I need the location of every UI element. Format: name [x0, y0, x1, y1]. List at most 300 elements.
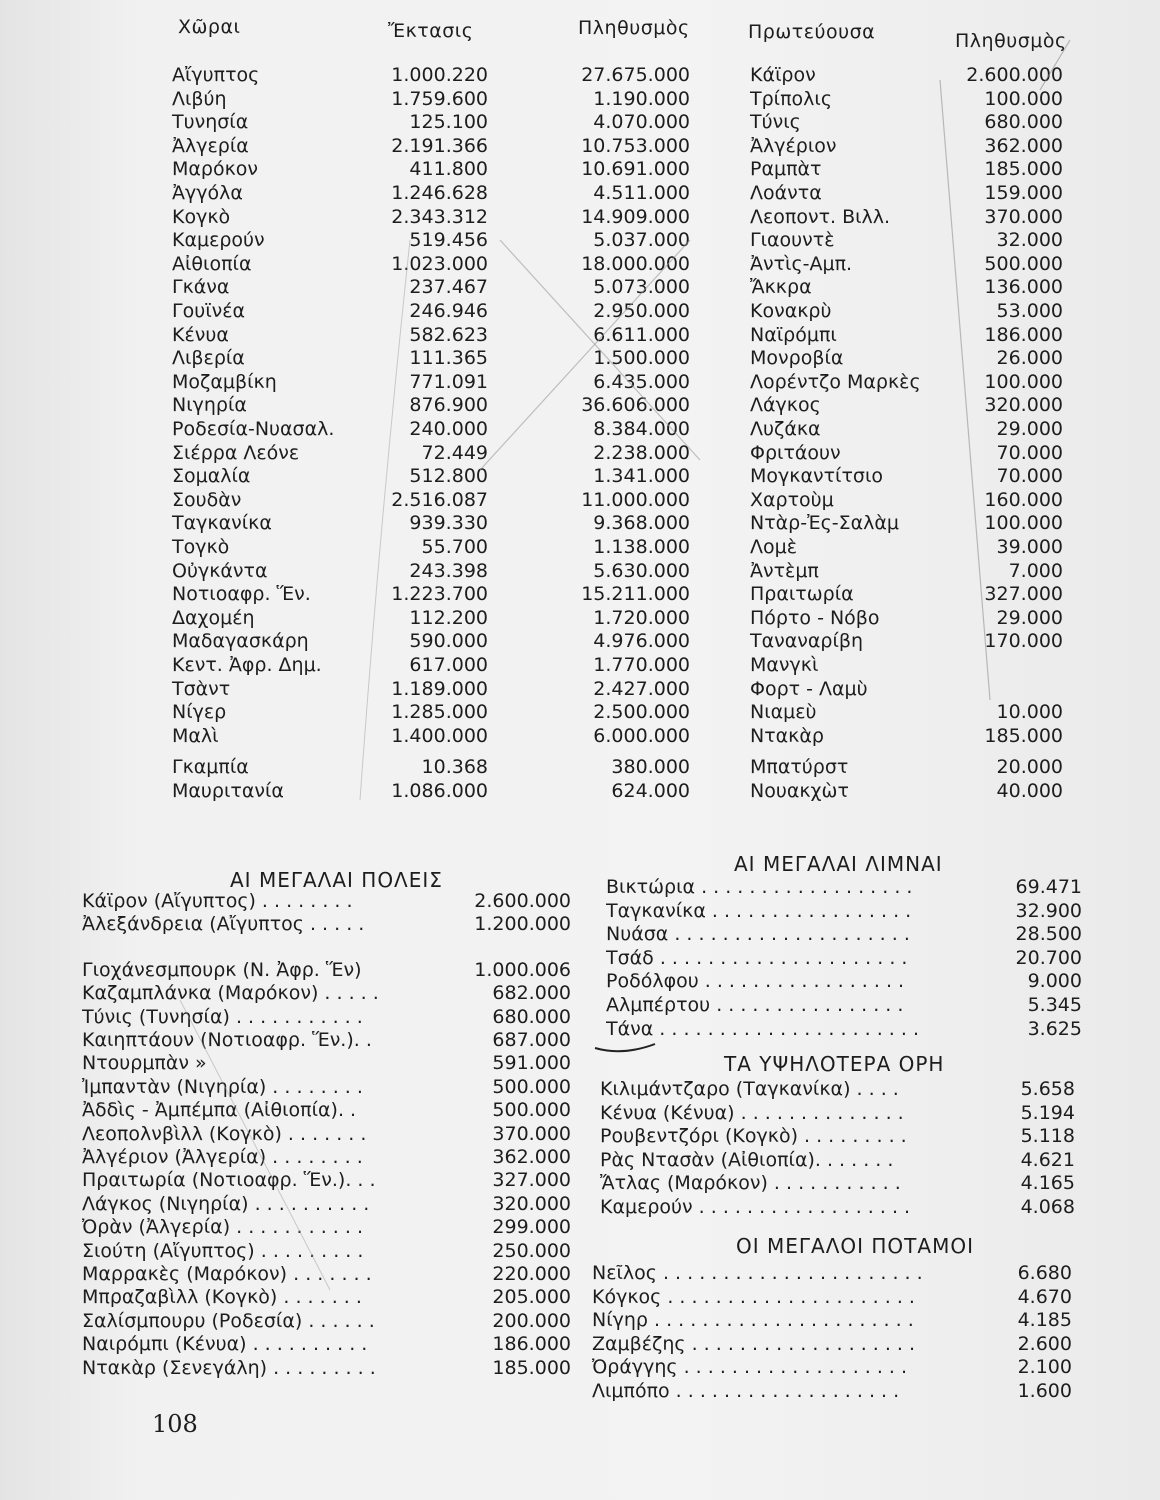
list-item-label: Κιλιμάντζαρο (Ταγκανίκα) . . . .	[600, 1078, 899, 1100]
cell-capital-population: 7.000	[1008, 559, 1063, 582]
list-item-value: 5.194	[1020, 1101, 1075, 1124]
list-item-label: Ἰμπαντὰν (Νιγηρία) . . . . . . . .	[82, 1075, 363, 1098]
header-capital: Πρωτεύουσα	[748, 21, 876, 43]
list-item	[82, 959, 571, 982]
cell-capital: Λορέντζο Μαρκὲς	[750, 370, 921, 393]
list-item-value: 4.068	[1020, 1196, 1075, 1218]
cell-country: Γκάνα	[172, 276, 230, 299]
table-row	[0, 324, 1160, 347]
table-row	[0, 206, 1160, 229]
table-row	[0, 678, 1160, 701]
cell-population: 2.238.000	[593, 441, 690, 464]
list-item-value: 32.900	[1015, 899, 1082, 922]
cell-capital-population: 70.000	[996, 441, 1063, 464]
cell-capital: Νουακχὼτ	[750, 780, 849, 802]
list-item-label: Κάϊρον (Αἴγυπτος) . . . . . . . .	[82, 890, 353, 912]
section-divider-stroke	[593, 1042, 657, 1056]
list-item-label: Λεοπολνβὶλλ (Κογκὸ) . . . . . . .	[82, 1122, 367, 1145]
table-row	[0, 607, 1160, 630]
cell-capital: Ναϊρόμπι	[750, 323, 837, 346]
list-item-label: Καιηπτάουν (Νοτιοαφρ. Ἕν.). .	[82, 1029, 372, 1051]
table-row	[0, 780, 1160, 803]
list-item	[82, 1286, 571, 1309]
list-item	[592, 1380, 1072, 1403]
table-row	[0, 630, 1160, 653]
list-item-value: 687.000	[492, 1029, 571, 1051]
table-row	[0, 111, 1160, 134]
table-row	[0, 64, 1160, 87]
cell-capital-population: 370.000	[984, 205, 1063, 228]
table-row	[0, 701, 1160, 724]
list-item-value: 2.600.000	[474, 890, 571, 912]
cell-country: Καμερούν	[172, 229, 265, 252]
table-row	[0, 394, 1160, 417]
table-row	[0, 371, 1160, 394]
cell-country: Κεντ. Ἀφρ. Δημ.	[172, 654, 322, 676]
cell-area: 237.467	[409, 276, 488, 299]
list-item-value: 200.000	[492, 1309, 571, 1332]
cell-population: 15.211.000	[581, 583, 690, 606]
cell-population: 14.909.000	[581, 205, 690, 228]
cell-country: Ροδεσία-Νυασαλ.	[172, 418, 335, 440]
list-item-value: 327.000	[492, 1169, 571, 1192]
cell-capital: Χαρτοὺμ	[750, 488, 834, 511]
cell-country: Νίγερ	[172, 701, 227, 724]
table-row	[0, 536, 1160, 559]
list-item-label: Ρουβεντζόρι (Κογκὸ) . . . . . . . . .	[600, 1125, 907, 1148]
cell-area: 519.456	[409, 229, 488, 252]
cell-population: 6.435.000	[593, 370, 690, 393]
list-item	[606, 876, 1082, 899]
list-item-value: 5.658	[1020, 1078, 1075, 1100]
list-item-label: Ἀλγέριον (Ἀλγερία) . . . . . . . .	[82, 1146, 363, 1168]
cell-area: 2.191.366	[391, 134, 488, 157]
header-area: Ἔκτασις	[388, 20, 474, 42]
cell-population: 2.427.000	[593, 677, 690, 700]
cell-area: 111.365	[409, 347, 488, 370]
cell-area: 1.400.000	[391, 724, 488, 747]
list-item	[82, 913, 571, 936]
cell-area: 246.946	[409, 300, 488, 322]
list-item-label: Καζαμπλάνκα (Μαρόκον) . . . . .	[82, 982, 379, 1005]
cell-area: 1.189.000	[391, 677, 488, 700]
list-item-label: Σαλίσμπουρυ (Ροδεσία) . . . . . .	[82, 1309, 375, 1332]
table-row	[0, 756, 1160, 779]
cell-capital: Λυζάκα	[750, 418, 821, 440]
list-item	[592, 1309, 1072, 1332]
cell-area: 72.449	[421, 441, 488, 464]
cell-country: Τσὰντ	[172, 677, 231, 700]
list-item-value: 186.000	[492, 1333, 571, 1356]
cell-capital: Ντὰρ-Ἐς-Σαλὰμ	[750, 512, 899, 535]
cell-country: Λιβύη	[172, 87, 227, 110]
list-item-value: 1.200.000	[474, 913, 571, 936]
cell-population: 6.000.000	[593, 724, 690, 747]
cell-country: Σουδὰν	[172, 488, 242, 511]
cell-capital-population: 100.000	[984, 370, 1063, 393]
cell-area: 240.000	[409, 418, 488, 440]
cell-country: Σιέρρα Λεόνε	[172, 441, 300, 464]
cell-capital-population: 680.000	[984, 111, 1063, 134]
list-item	[606, 947, 1082, 970]
cell-population: 2.500.000	[593, 701, 690, 724]
list-item-label: Βικτώρια . . . . . . . . . . . . . . . . . .	[606, 876, 913, 898]
list-item-label: Τύνις (Τυνησία) . . . . . . . . . . .	[82, 1005, 363, 1028]
list-item-label: Λιμπόπο . . . . . . . . . . . . . . . . . . .	[592, 1380, 900, 1402]
cell-country: Νοτιοαφρ. Ἕν.	[172, 583, 311, 606]
list-item-label: Κόγκος . . . . . . . . . . . . . . . . . . . . .	[592, 1285, 915, 1308]
cell-capital-population: 2.600.000	[966, 64, 1063, 86]
cell-population: 18.000.000	[581, 252, 690, 275]
cell-country: Κογκὸ	[172, 205, 231, 228]
list-item	[592, 1262, 1072, 1285]
list-item	[82, 1169, 571, 1192]
list-item	[600, 1172, 1075, 1195]
list-item-value: 20.700	[1015, 946, 1082, 969]
table-row	[0, 583, 1160, 606]
list-item	[606, 994, 1082, 1017]
list-item-value: 2.600	[1017, 1332, 1072, 1355]
cell-capital-population: 185.000	[984, 158, 1063, 181]
list-item-label: Καμερούν . . . . . . . . . . . . . . . . . .	[600, 1196, 911, 1218]
cell-area: 2.516.087	[391, 488, 488, 511]
list-item-label: Ταγκανίκα . . . . . . . . . . . . . . . . .	[606, 899, 912, 922]
cell-population: 10.691.000	[581, 158, 690, 181]
list-item	[82, 1076, 571, 1099]
cell-country: Τογκὸ	[172, 536, 230, 558]
table-row	[0, 253, 1160, 276]
cell-country: Μαλὶ	[172, 724, 219, 747]
cell-area: 1.223.700	[391, 583, 488, 606]
cell-capital: Κονακρὺ	[750, 300, 832, 322]
cell-capital-population: 32.000	[996, 229, 1063, 252]
cell-population: 5.630.000	[593, 559, 690, 582]
list-item	[82, 1333, 571, 1356]
list-item	[606, 1018, 1082, 1041]
list-item	[82, 1123, 571, 1146]
list-item-label: Ντουρμπὰν »	[82, 1052, 207, 1075]
cell-capital-population: 185.000	[984, 724, 1063, 747]
list-item-label: Ρὰς Ντασὰν (Αἰθιοπία). . . . . . .	[600, 1148, 894, 1171]
cell-capital-population: 170.000	[984, 630, 1063, 653]
cell-capital-population: 186.000	[984, 323, 1063, 346]
cell-country: Μαδαγασκάρη	[172, 630, 309, 653]
cell-population: 27.675.000	[581, 64, 690, 86]
cell-capital: Φορτ - Λαμὺ	[750, 677, 868, 700]
cell-area: 590.000	[409, 630, 488, 653]
cell-country: Κένυα	[172, 323, 229, 346]
list-item-value: 1.600	[1017, 1380, 1072, 1402]
cell-capital-population: 160.000	[984, 488, 1063, 511]
cell-area: 1.285.000	[391, 701, 488, 724]
table-row	[0, 182, 1160, 205]
cell-area: 939.330	[409, 512, 488, 535]
list-item-value: 220.000	[492, 1263, 571, 1285]
cell-area: 112.200	[409, 606, 488, 629]
cell-capital-population: 327.000	[984, 583, 1063, 606]
cell-country: Γουϊνέα	[172, 300, 246, 322]
list-item-label: Μαρρακὲς (Μαρόκον) . . . . . . .	[82, 1263, 372, 1285]
cell-area: 411.800	[409, 158, 488, 181]
page-number: 108	[152, 1410, 198, 1438]
list-item-value: 6.680	[1017, 1262, 1072, 1284]
cell-area: 771.091	[409, 370, 488, 393]
list-item	[592, 1356, 1072, 1379]
list-item-label: Ἄτλας (Μαρόκον) . . . . . . . . . . .	[600, 1172, 901, 1195]
list-item-label: Αλμπέρτου . . . . . . . . . . . . . . . .	[606, 994, 904, 1016]
cell-capital: Ταναναρίβη	[750, 630, 864, 653]
cell-capital-population: 40.000	[996, 780, 1063, 802]
list-item-value: 28.500	[1015, 923, 1082, 946]
list-item	[82, 1029, 571, 1052]
list-item	[82, 1052, 571, 1075]
cell-population: 4.976.000	[593, 630, 690, 653]
header-population: Πληθυσμὸς	[578, 17, 690, 39]
cell-capital: Πόρτο - Νόβο	[750, 606, 880, 629]
cell-area: 1.000.220	[391, 64, 488, 86]
list-item	[606, 970, 1082, 993]
cell-country: Ταγκανίκα	[172, 512, 272, 535]
cell-capital: Νιαμεὺ	[750, 701, 817, 724]
cell-capital: Γιαουντὲ	[750, 229, 835, 252]
cell-capital-population: 100.000	[984, 87, 1063, 110]
cell-capital-population: 362.000	[984, 134, 1063, 157]
cell-population: 5.037.000	[593, 229, 690, 252]
cell-capital-population: 159.000	[984, 182, 1063, 204]
list-item-label: Ὀρὰν (Ἀλγερία) . . . . . . . . . . .	[82, 1216, 363, 1239]
list-item	[600, 1125, 1075, 1148]
cell-area: 617.000	[409, 654, 488, 676]
cell-area: 582.623	[409, 323, 488, 346]
cell-population: 8.384.000	[593, 418, 690, 440]
cell-capital: Ἄκκρα	[750, 276, 812, 299]
cell-country: Τυνησία	[172, 111, 249, 134]
cell-population: 6.611.000	[593, 323, 690, 346]
table-row	[0, 465, 1160, 488]
cities-title: ΑΙ ΜΕΓΑΛΑΙ ΠΟΛΕΙΣ	[230, 868, 443, 892]
list-item-value: 2.100	[1017, 1356, 1072, 1379]
list-item-value: 500.000	[492, 1099, 571, 1122]
cell-population: 10.753.000	[581, 134, 690, 157]
cell-capital: Τύνις	[750, 111, 801, 134]
list-item-value: 5.118	[1020, 1125, 1075, 1148]
list-item	[82, 1263, 571, 1286]
cell-population: 5.073.000	[593, 276, 690, 299]
cell-capital-population: 26.000	[996, 347, 1063, 370]
cell-capital-population: 39.000	[996, 536, 1063, 558]
list-item-value: 4.670	[1017, 1285, 1072, 1308]
cell-population: 1.770.000	[593, 654, 690, 676]
list-item	[82, 1193, 571, 1216]
cell-area: 512.800	[409, 465, 488, 488]
list-item-value: 205.000	[492, 1286, 571, 1309]
cell-population: 2.950.000	[593, 300, 690, 322]
cell-capital: Λάγκος	[750, 394, 821, 417]
list-item-label: Σιούτη (Αἴγυπτος) . . . . . . . . .	[82, 1239, 364, 1262]
cell-capital: Πραιτωρία	[750, 583, 854, 606]
cell-capital: Μογκαντίτσιο	[750, 465, 883, 488]
cell-capital: Μονροβία	[750, 347, 844, 370]
list-item	[82, 1310, 571, 1333]
cell-population: 4.070.000	[593, 111, 690, 134]
cell-country: Μοζαμβίκη	[172, 370, 277, 393]
table-row	[0, 512, 1160, 535]
cell-capital: Λοάντα	[750, 182, 822, 204]
list-item-label: Ντακὰρ (Σενεγάλη) . . . . . . . . .	[82, 1356, 376, 1379]
list-item-value: 370.000	[492, 1122, 571, 1145]
table-row	[0, 654, 1160, 677]
list-item-label: Νυάσα . . . . . . . . . . . . . . . . . . . .	[606, 923, 910, 946]
list-item-value: 320.000	[492, 1192, 571, 1215]
cell-capital: Φριτάουν	[750, 441, 841, 464]
list-item	[600, 1196, 1075, 1219]
cell-capital-population: 29.000	[996, 606, 1063, 629]
list-item-value: 4.185	[1017, 1309, 1072, 1332]
cell-capital: Λεοποντ. Βιλλ.	[750, 205, 891, 228]
cell-population: 1.720.000	[593, 606, 690, 629]
cell-population: 1.190.000	[593, 87, 690, 110]
cell-country: Νιγηρία	[172, 394, 247, 417]
list-item	[82, 1357, 571, 1380]
list-item	[592, 1286, 1072, 1309]
list-item-label: Νεῖλος . . . . . . . . . . . . . . . . . . . . . .	[592, 1262, 923, 1284]
cell-country: Οὐγκάντα	[172, 559, 268, 582]
cell-capital-population: 70.000	[996, 465, 1063, 488]
cell-capital-population: 500.000	[984, 252, 1063, 275]
list-item-label: Ἀλεξάνδρεια (Αἴγυπτος . . . . .	[82, 913, 365, 936]
table-row	[0, 442, 1160, 465]
table-row	[0, 489, 1160, 512]
list-item-label: Πραιτωρία (Νοτιοαφρ. Ἕν.). . .	[82, 1169, 376, 1192]
list-item-value: 362.000	[492, 1146, 571, 1168]
list-item	[82, 1240, 571, 1263]
cell-population: 624.000	[611, 780, 690, 802]
list-item-label: Ἀδδὶς - Ἀμπέμπα (Αἰθιοπία). .	[82, 1099, 357, 1122]
cell-capital: Ντακὰρ	[750, 724, 824, 747]
list-item	[600, 1149, 1075, 1172]
list-item	[82, 982, 571, 1005]
list-item	[82, 1216, 571, 1239]
table-row	[0, 347, 1160, 370]
cell-population: 1.138.000	[593, 536, 690, 558]
list-item-value: 500.000	[492, 1075, 571, 1098]
cell-capital: Ἀλγέριον	[750, 134, 837, 157]
cell-area: 2.343.312	[391, 205, 488, 228]
list-item-value: 69.471	[1015, 876, 1082, 898]
cell-country: Αἴγυπτος	[172, 64, 260, 86]
table-row	[0, 418, 1160, 441]
list-item-label: Γιοχάνεσμπουρκ (Ν. Ἀφρ. Ἕν)	[82, 958, 362, 981]
cell-capital-population: 100.000	[984, 512, 1063, 535]
list-item-label: Λάγκος (Νιγηρία) . . . . . . . . . .	[82, 1192, 370, 1215]
list-item-value: 680.000	[492, 1005, 571, 1028]
lakes-title: ΑΙ ΜΕΓΑΛΑΙ ΛΙΜΝΑΙ	[734, 852, 943, 876]
list-item-value: 1.000.006	[474, 958, 571, 981]
list-item-value: 9.000	[1027, 970, 1082, 993]
cell-capital: Λομὲ	[750, 536, 797, 558]
cell-country: Μαυριτανία	[172, 780, 284, 802]
cell-area: 1.246.628	[391, 182, 488, 204]
cell-country: Σομαλία	[172, 465, 251, 488]
cell-capital: Ἀντὲμπ	[750, 559, 819, 582]
list-item-value: 185.000	[492, 1356, 571, 1379]
header-countries: Χῶραι	[178, 16, 241, 38]
cell-country: Γκαμπία	[172, 756, 249, 779]
cell-capital-population: 320.000	[984, 394, 1063, 417]
list-item-value: 4.621	[1020, 1148, 1075, 1171]
cell-population: 4.511.000	[593, 182, 690, 204]
list-item-label: Μπραζαβὶλλ (Κογκὸ) . . . . . . .	[82, 1286, 362, 1309]
cell-capital: Ραμπὰτ	[750, 158, 822, 181]
list-item	[82, 890, 571, 913]
list-item	[592, 1333, 1072, 1356]
list-item-label: Κένυα (Κένυα) . . . . . . . . . . . . . .	[600, 1101, 904, 1124]
list-item	[82, 1146, 571, 1169]
cell-area: 1.086.000	[391, 780, 488, 802]
cell-area: 876.900	[409, 394, 488, 417]
cell-country: Αἰθιοπία	[172, 252, 252, 275]
list-item-value: 5.345	[1027, 994, 1082, 1016]
table-row	[0, 725, 1160, 748]
rivers-title: ΟΙ ΜΕΓΑΛΟΙ ΠΟΤΑΜΟΙ	[736, 1234, 974, 1258]
list-item-label: Νίγηρ . . . . . . . . . . . . . . . . . . . . . .	[592, 1309, 914, 1332]
cell-population: 9.368.000	[593, 512, 690, 535]
list-item-label: Τσάδ . . . . . . . . . . . . . . . . . . . . .	[606, 946, 908, 969]
cell-capital-population: 20.000	[996, 756, 1063, 779]
mountains-title: ΤΑ ΥΨΗΛΟΤΕΡΑ ΟΡΗ	[724, 1052, 945, 1076]
list-item-label: Ζαμβέζης . . . . . . . . . . . . . . . . . . .	[592, 1332, 916, 1355]
cell-area: 1.023.000	[391, 252, 488, 275]
list-item-value: 3.625	[1027, 1017, 1082, 1040]
cell-capital-population: 53.000	[996, 300, 1063, 322]
list-item-value: 250.000	[492, 1239, 571, 1262]
list-item-value: 682.000	[492, 982, 571, 1005]
cell-area: 1.759.600	[391, 87, 488, 110]
list-item-value: 591.000	[492, 1052, 571, 1075]
cell-capital: Μανγκὶ	[750, 654, 819, 676]
cell-population: 1.341.000	[593, 465, 690, 488]
table-row	[0, 135, 1160, 158]
table-row	[0, 158, 1160, 181]
cell-capital-population: 136.000	[984, 276, 1063, 299]
cell-area: 125.100	[409, 111, 488, 134]
list-item	[606, 900, 1082, 923]
list-item-label: Τάνα . . . . . . . . . . . . . . . . . . . . . .	[606, 1017, 920, 1040]
cell-capital-population: 10.000	[996, 701, 1063, 724]
list-item	[82, 1006, 571, 1029]
cell-population: 380.000	[611, 756, 690, 779]
header-capital-population: Πληθυσμὸς	[955, 30, 1067, 52]
cell-country: Δαχομέη	[172, 606, 255, 629]
cell-population: 36.606.000	[581, 394, 690, 417]
list-item-label: Ροδόλφου . . . . . . . . . . . . . . . . .	[606, 970, 905, 993]
cell-capital: Μπατύρστ	[750, 756, 849, 779]
table-row	[0, 229, 1160, 252]
table-row	[0, 276, 1160, 299]
cell-population: 1.500.000	[593, 347, 690, 370]
table-row	[0, 560, 1160, 583]
list-item-value: 299.000	[492, 1216, 571, 1239]
list-item	[600, 1078, 1075, 1101]
table-row	[0, 88, 1160, 111]
list-item	[600, 1102, 1075, 1125]
list-item-label: Ὀράγγης . . . . . . . . . . . . . . . . . . .	[592, 1356, 908, 1379]
list-item-label: Ναιρόμπι (Κένυα) . . . . . . . . . .	[82, 1333, 368, 1356]
list-item	[606, 923, 1082, 946]
cell-capital: Κάϊρον	[750, 64, 816, 86]
cell-country: Μαρόκον	[172, 158, 259, 181]
list-item-value: 4.165	[1020, 1172, 1075, 1195]
